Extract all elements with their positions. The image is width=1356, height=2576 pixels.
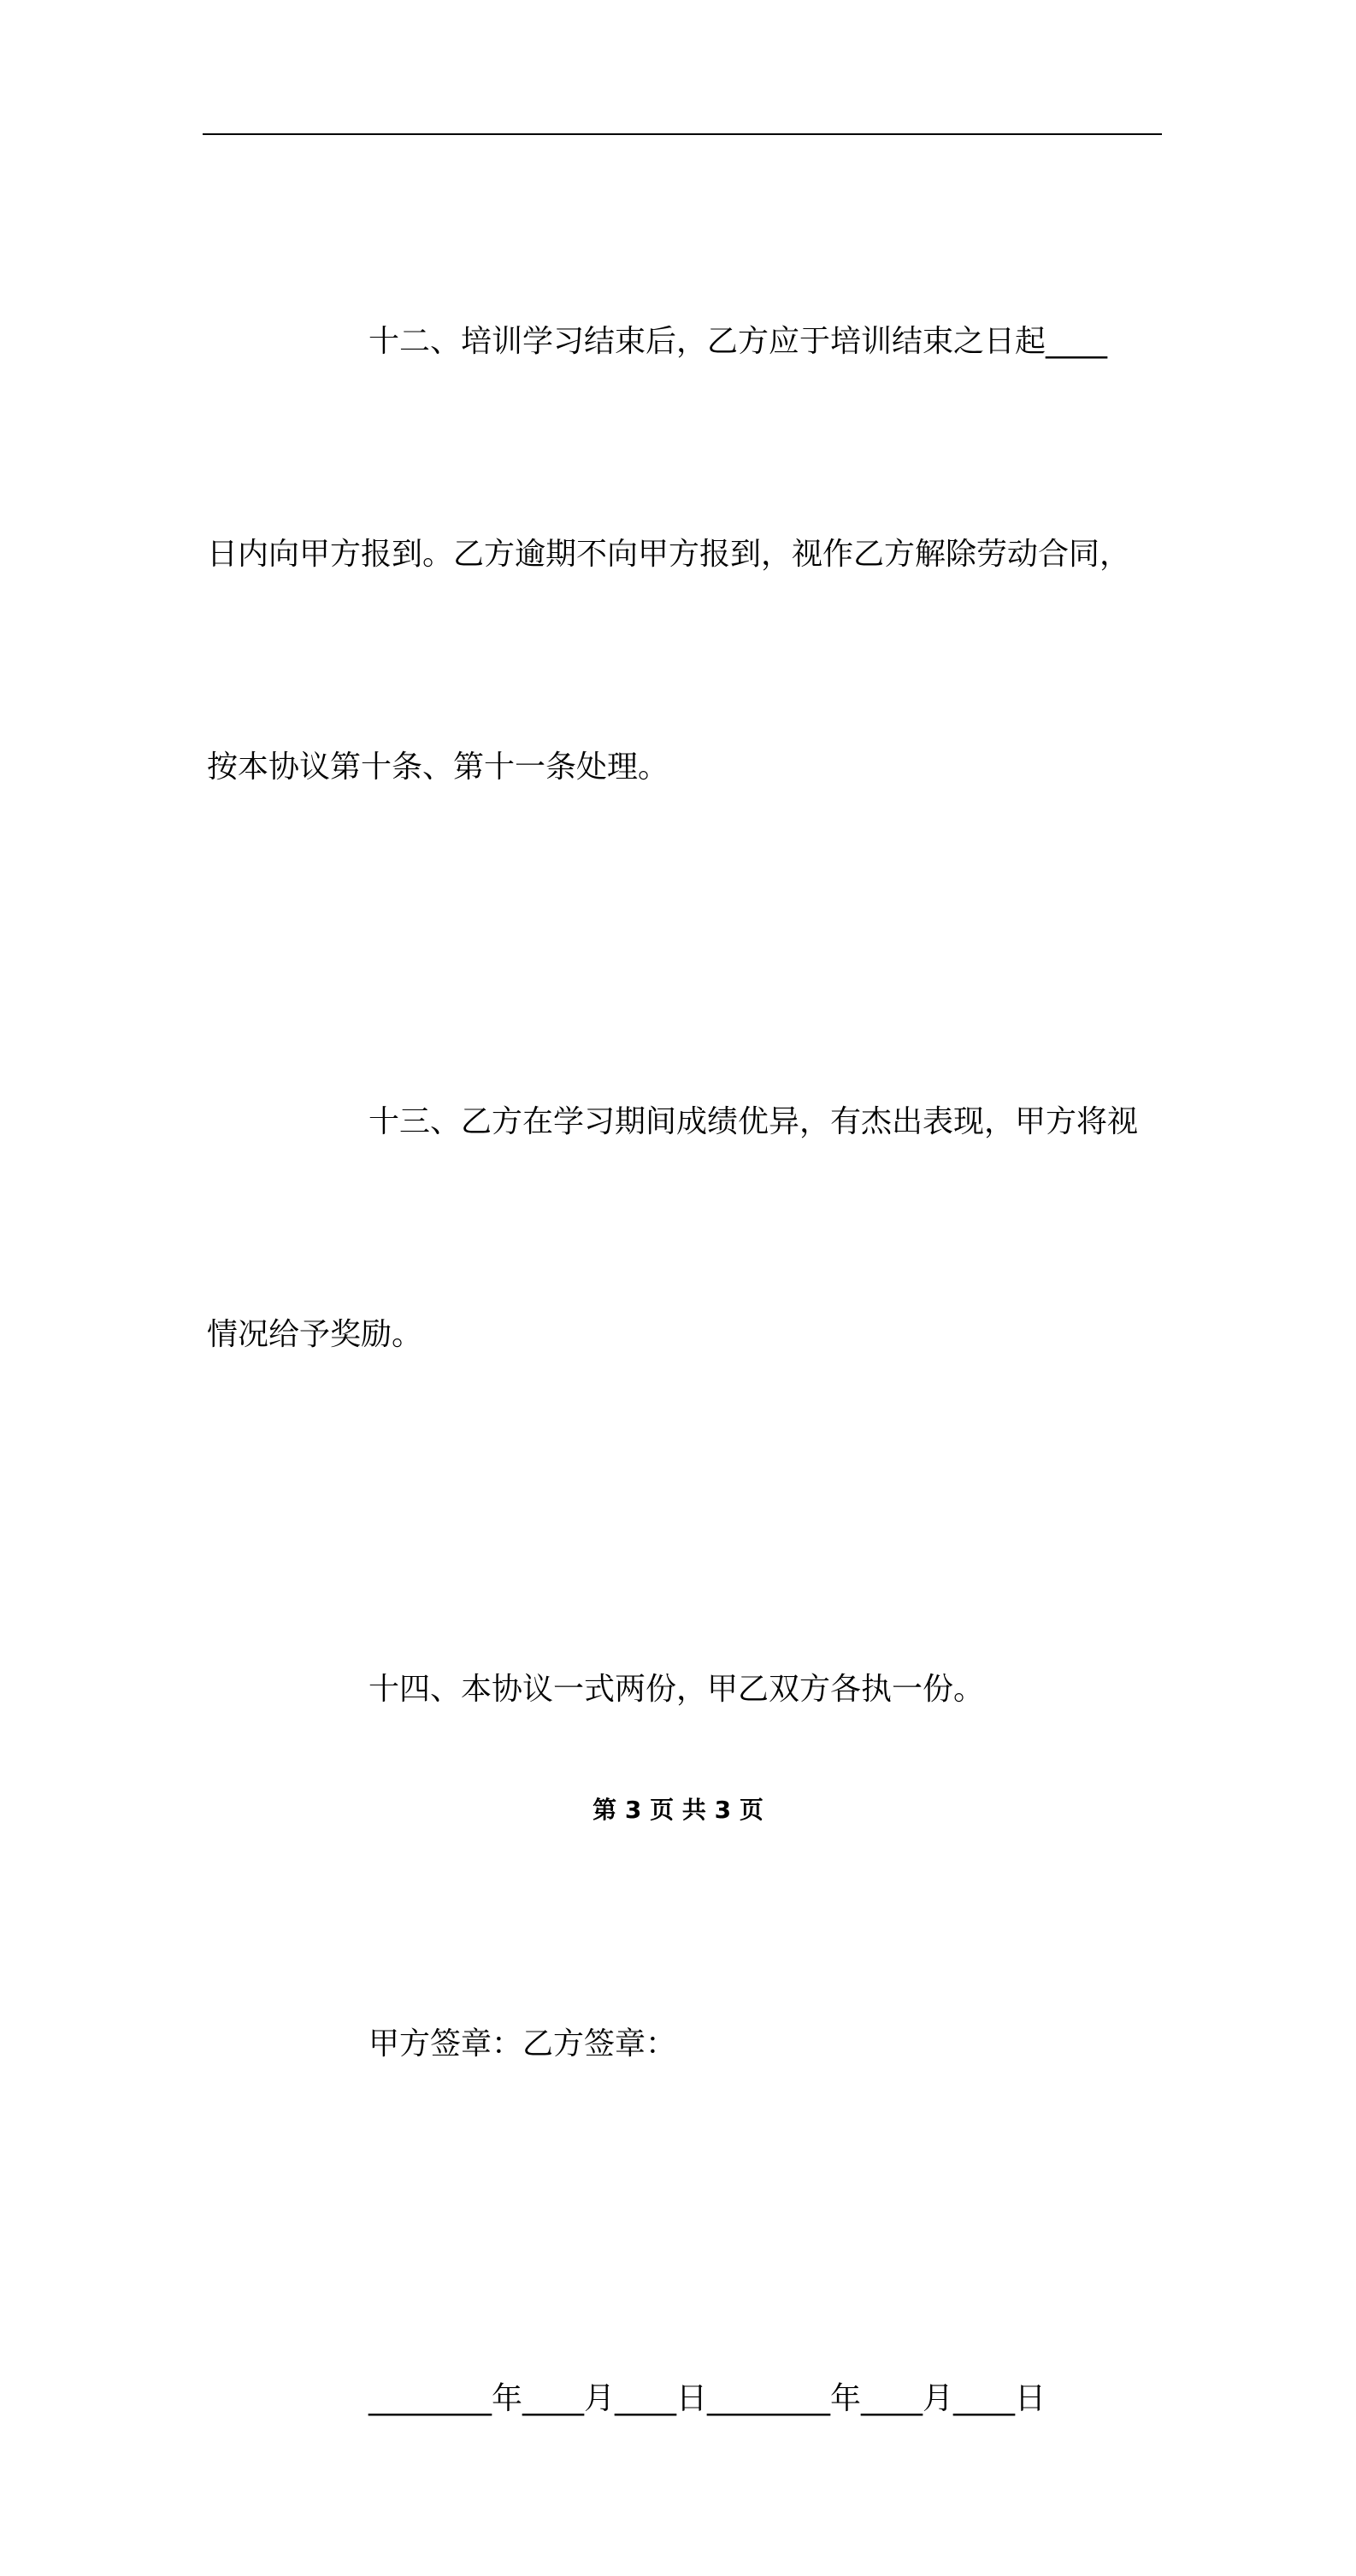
clause-12 <box>207 164 1164 944</box>
clause-13-line-1: 十三、乙方在学习期间成绩优异，有杰出表现，甲方将视 <box>368 1104 1139 1139</box>
clause-12-line-2: 日内向甲方报到。乙方逾期不向甲方报到，视作乙方解除劳动合同， <box>207 537 1131 572</box>
signature-line <box>207 1867 1164 2221</box>
page-footer: 第 3 页 共 3 页 <box>593 1796 763 1824</box>
clause-13 <box>207 944 1164 1512</box>
clause-12-line-3: 按本协议第十条、第十一条处理。 <box>207 750 669 785</box>
date-blanks: ________年____月____日________年____月____日 <box>368 2381 1046 2416</box>
header-rule <box>203 133 1162 135</box>
clause-14-line-1: 十四、本协议一式两份，甲乙双方各执一份。 <box>368 1672 985 1707</box>
signature-labels: 甲方签章：乙方签章： <box>368 2026 677 2061</box>
clause-12-line-1: 十二、培训学习结束后，乙方应于培训结束之日起____ <box>368 324 1108 359</box>
clause-13-line-2: 情况给予奖励。 <box>207 1317 423 1352</box>
date-line <box>207 2221 1164 2576</box>
document-body <box>207 164 1164 2576</box>
